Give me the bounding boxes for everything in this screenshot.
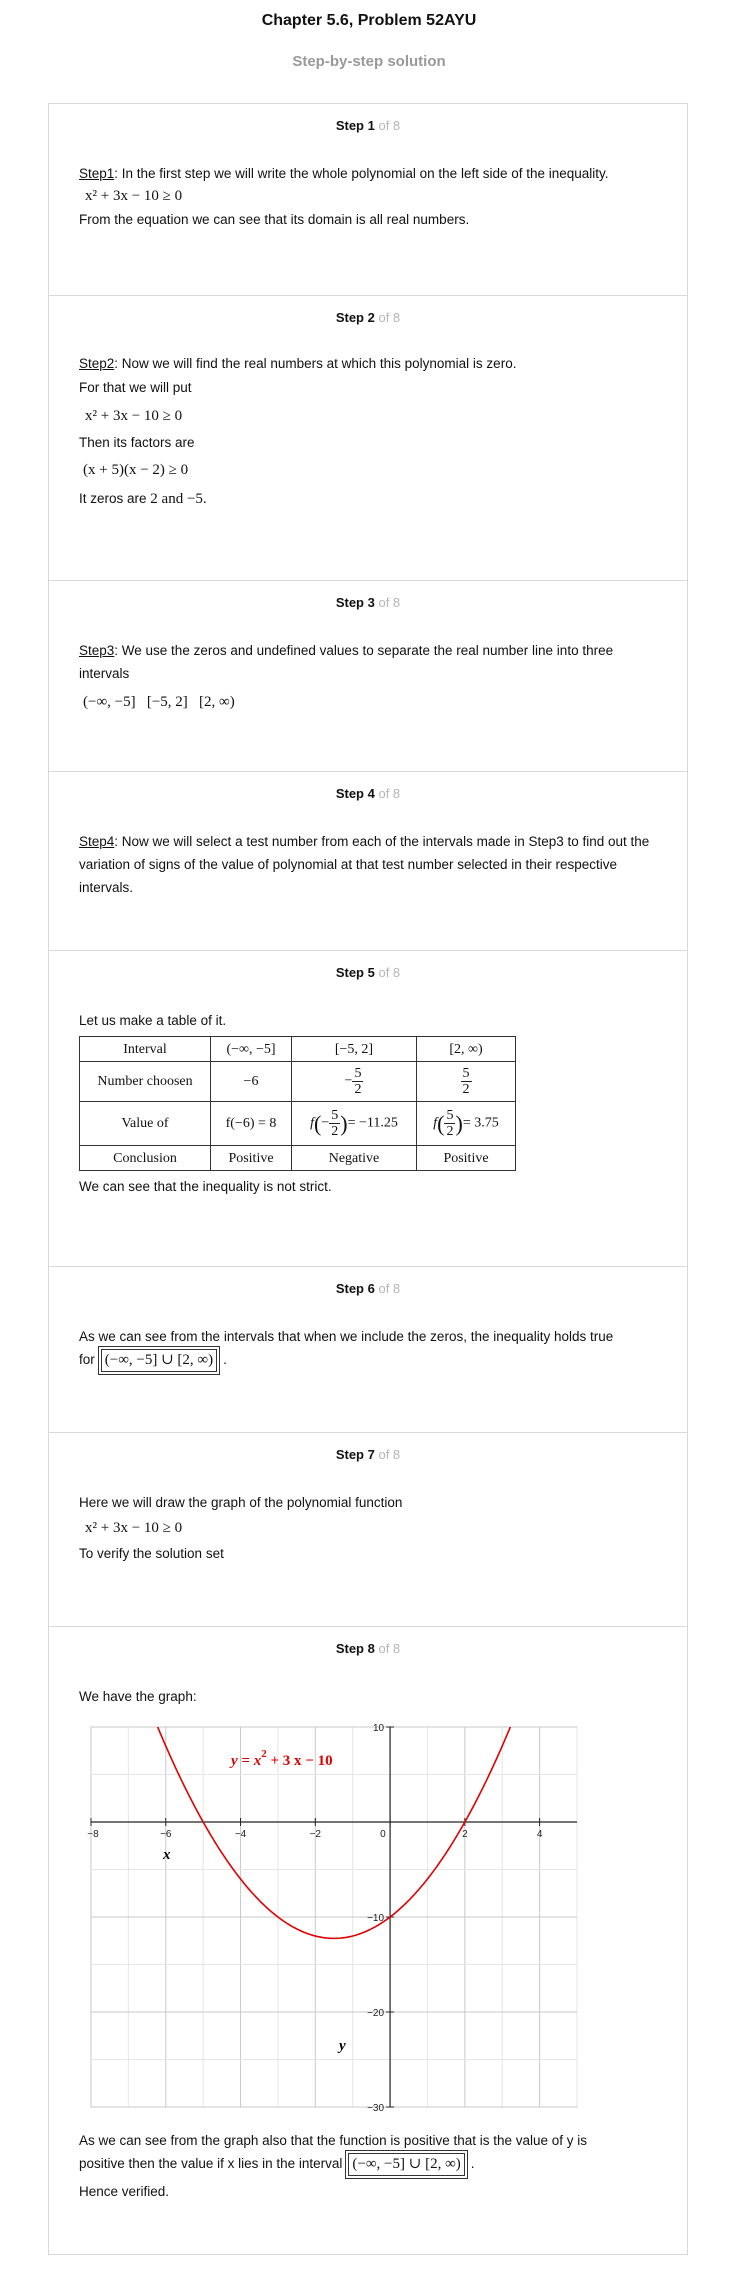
step-label: Step 3 xyxy=(335,595,375,610)
step-5-heading xyxy=(49,965,687,980)
factored-equation: (x + 5)(x − 2) ≥ 0 xyxy=(83,462,189,478)
fraction-numerator: 5 xyxy=(462,1066,470,1081)
table-cell: Negative xyxy=(292,1146,417,1171)
table-row xyxy=(80,1146,516,1171)
step-count: of 8 xyxy=(378,965,401,980)
polynomial-equation: x² + 3x − 10 ≥ 0 xyxy=(85,188,183,204)
step-label: Step 7 xyxy=(335,1447,375,1462)
x-tick-label: −8 xyxy=(87,1829,99,1840)
y-tick-label: 10 xyxy=(372,1723,385,1734)
y-axis-label: y xyxy=(339,2038,346,2054)
step-text: As we can see from the intervals that when we include the zeros, the inequality holds true xyxy=(79,1329,614,1344)
zeros-values: 2 and −5. xyxy=(150,491,207,507)
table-cell: f(−6) = 8 xyxy=(211,1102,292,1146)
table-cell: f(− $\frac{5}{2}$ )= −11.25 xyxy=(292,1102,417,1146)
table-cell: Value of xyxy=(80,1102,211,1146)
answer-box: (−∞, −5] ∪ [2, ∞) xyxy=(101,1349,217,1372)
strictness-note: We can see that the inequality is not strict. xyxy=(79,1179,332,1194)
table-cell: −6 xyxy=(211,1062,292,1102)
fraction-denominator: 2 xyxy=(446,1124,454,1139)
value-result: = 3.75 xyxy=(462,1115,499,1131)
x-tick-label: −2 xyxy=(309,1829,322,1840)
x-tick-label: 4 xyxy=(536,1829,543,1840)
step-text: : In the first step we will write the whole polynomial on the left side of the inequality. xyxy=(114,166,609,181)
table-intro: Let us make a table of it. xyxy=(79,1013,227,1028)
x-tick-label: 2 xyxy=(462,1829,468,1840)
step-count: of 8 xyxy=(378,595,401,610)
step-7 xyxy=(49,1433,687,1627)
step-count: of 8 xyxy=(378,1281,401,1296)
y-tick-label: −10 xyxy=(367,1913,385,1924)
value-result: = −11.25 xyxy=(347,1115,398,1131)
step-label: Step 1 xyxy=(335,118,375,133)
fraction-denominator: 2 xyxy=(354,1082,362,1097)
parabola-graph xyxy=(87,1723,591,2121)
step-count: of 8 xyxy=(378,1641,401,1656)
table-cell: Conclusion xyxy=(80,1146,211,1171)
step-label: Step 8 xyxy=(335,1641,375,1656)
polynomial-equation: x² + 3x − 10 ≥ 0 xyxy=(85,408,183,424)
answer-box: (−∞, −5] ∪ [2, ∞) xyxy=(348,2153,464,2176)
step-text: : Now we will find the real numbers at which this polynomial is zero. xyxy=(114,356,517,371)
step-1 xyxy=(49,104,687,296)
step-2-heading xyxy=(49,310,687,325)
step-label: Step 6 xyxy=(335,1281,375,1296)
solution-card xyxy=(48,103,688,2255)
step-6-heading xyxy=(49,1281,687,1296)
step-5 xyxy=(49,951,687,1267)
table-cell: Positive xyxy=(417,1146,516,1171)
table-header: Interval xyxy=(80,1037,211,1062)
step-text: Here we will draw the graph of the polynomial function xyxy=(79,1495,403,1510)
step-lead: Step3 xyxy=(79,643,115,658)
step-count: of 8 xyxy=(378,118,401,133)
table-header: [−5, 2] xyxy=(292,1037,417,1062)
step-lead: Step4 xyxy=(79,834,115,849)
table-header: [2, ∞) xyxy=(417,1037,516,1062)
factors-note: Then its factors are xyxy=(79,435,195,450)
step-8-heading xyxy=(49,1641,687,1656)
graph-conclusion-line-1: As we can see from the graph also that the function is positive that is the value of y is xyxy=(79,2133,588,2148)
fraction-numerator: 5 xyxy=(446,1108,454,1123)
step-lead: Step1 xyxy=(79,166,115,181)
y-tick-label: −30 xyxy=(367,2103,385,2114)
solution-subtitle: Step-by-step solution xyxy=(292,53,446,70)
polynomial-equation: x² + 3x − 10 ≥ 0 xyxy=(85,1520,183,1536)
put-note: For that we will put xyxy=(79,380,192,395)
step-3 xyxy=(49,581,687,772)
table-row xyxy=(80,1102,516,1146)
step-text: : Now we will select a test number from each of the intervals made in Step3 to find out the variation of signs of the value of polynomial at that test number selected in their respective intervals. xyxy=(79,834,650,895)
fraction-numerator: 5 xyxy=(354,1066,362,1081)
fraction-numerator: 5 xyxy=(331,1108,339,1123)
step-count: of 8 xyxy=(378,310,401,325)
verified-note: Hence verified. xyxy=(79,2184,170,2199)
table-row xyxy=(80,1037,516,1062)
x-tick-label: −4 xyxy=(234,1829,247,1840)
step-3-heading xyxy=(49,595,687,610)
x-axis-label: x xyxy=(163,1847,171,1863)
intervals: (−∞, −5] [−5, 2] [2, ∞) xyxy=(83,694,235,710)
sign-table xyxy=(79,1036,516,1171)
step-label: Step 5 xyxy=(335,965,375,980)
domain-note: From the equation we can see that its domain is all real numbers. xyxy=(79,212,470,227)
step-count: of 8 xyxy=(378,786,401,801)
step-7-heading xyxy=(49,1447,687,1462)
table-cell: f( $\frac{5}{2}$ )= 3.75 xyxy=(417,1102,516,1146)
zeros-label: It zeros are xyxy=(79,491,151,506)
graph-intro: We have the graph: xyxy=(79,1689,197,1704)
step-4 xyxy=(49,772,687,951)
label-rest: + 3 x − 10 xyxy=(266,1753,333,1769)
step-label: Step 4 xyxy=(335,786,375,801)
label-y: y xyxy=(231,1753,238,1769)
fraction-denominator: 2 xyxy=(462,1082,470,1097)
step-1-heading xyxy=(49,118,687,133)
graph-conclusion-line-2: positive then the value if x lies in the interval xyxy=(79,2156,343,2171)
y-tick-label: −20 xyxy=(367,2008,385,2019)
label-eq: = x xyxy=(237,1753,262,1769)
x-tick-label: −6 xyxy=(160,1829,172,1840)
table-header: (−∞, −5] xyxy=(211,1037,292,1062)
verify-note: To verify the solution set xyxy=(79,1546,224,1561)
step-6: Step 6 of 8 As we can see from the intervals that when we include the zeros, the inequality holds true for (−∞, −5] ∪ [2, ∞) . xyxy=(49,1267,687,1433)
chapter-title: Chapter 5.6, Problem 52AYU xyxy=(261,12,477,29)
table-cell xyxy=(417,1062,516,1102)
step-count: of 8 xyxy=(378,1447,401,1462)
step-4-heading xyxy=(49,786,687,801)
for-label: for xyxy=(79,1352,95,1367)
table-cell: Number choosen xyxy=(80,1062,211,1102)
step-label: Step 2 xyxy=(335,310,375,325)
x-tick-label: 0 xyxy=(380,1829,386,1840)
step-2 xyxy=(49,296,687,581)
table-cell: − $\frac{5}{2}$ xyxy=(292,1062,417,1102)
table-cell: Positive xyxy=(211,1146,292,1171)
step-8: Step 8 of 8 We have the graph: −8 −6 −4 −2 0 2 4 10 −10 −20 −30 $y = x^2 + 3$ x − 10 x y As we can see from the graph also that the function is positive that is the value of y is positive then the value if x lies in the interval (−∞, −5] ∪ [2, ∞) . Hence verified. xyxy=(49,1627,687,2254)
step-lead: Step2 xyxy=(79,356,115,371)
fraction-denominator: 2 xyxy=(331,1124,339,1139)
step-text: : We use the zeros and undefined values to separate the real number line into three intervals xyxy=(79,643,614,681)
table-row xyxy=(80,1062,516,1102)
label-sup: 2 xyxy=(261,1748,267,1760)
